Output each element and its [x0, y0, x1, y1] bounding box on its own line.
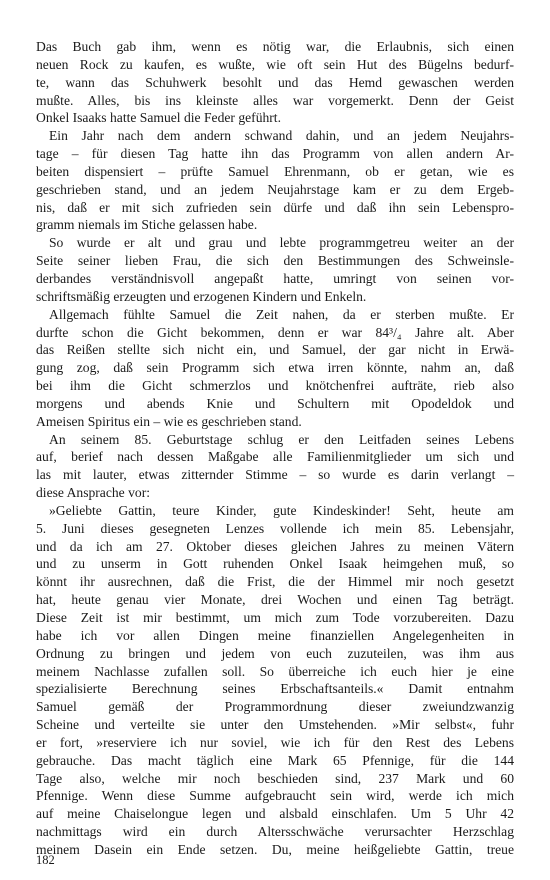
text-line: Samuel gemäß der Programmordnung dieser zweiundzwanzig — [36, 699, 514, 715]
text-line: las mit lauter, etwas zitternder Stimme – so wurde es darin verlangt – — [36, 467, 514, 483]
text-line: An seinem 85. Geburtstage schlug er den Leitfaden seines Lebens — [49, 431, 514, 447]
text-line: Tage also, welche mir noch beschieden sind, 237 Mark und 60 — [36, 770, 514, 786]
text-line: und zu unserm in Gott ruhenden Onkel Isaak heimgehen muß, so — [36, 556, 514, 572]
text-line: 5. Juni dieses gesegneten Lenzes vollende ich mein 85. Lebensjahr, — [36, 520, 514, 536]
text-line: Diese Zeit ist mir bestimmt, um mich zum Tode vorzubereiten. Dazu — [36, 610, 514, 625]
text-line: hat, heute genau vier Monate, drei Wochen und einen Tag beträgt. — [36, 592, 514, 608]
text-line: nachmittags wird ein durch Altersschwäche verursachter Herzschlag — [36, 824, 514, 840]
text-line: schriftsmäßig erzeugten und erzogenen Kindern und Enkeln. — [36, 288, 367, 304]
text-line: mußte. Alles, bis ins kleinste alles war vorgemerkt. Denn der Geist — [36, 92, 514, 108]
text-line: te, wann das Schuhwerk besohlt und das Hemd gewaschen werden — [36, 74, 514, 90]
text-line: Das Buch gab ihm, wenn es nötig war, die Erlaubnis, sich einen — [36, 39, 514, 54]
text-line: Ein Jahr nach dem andern schwand dahin, und an jedem Neujahrs- — [49, 128, 514, 144]
text-line: beiten dispensiert – prüfte Samuel Ehrenmann, ob er getan, wie es — [36, 163, 514, 179]
text-line: tage – für diesen Tag hatte ihn das Programm von allen andern Ar- — [36, 146, 514, 162]
text-line: könnt ihr ausrechnen, daß die Frist, die der Himmel mir noch gesetzt — [36, 574, 514, 590]
text-line: derbandes verständnisvoll angepaßt hatte, umringt von seinen vor- — [36, 270, 514, 286]
text-line: gramm niemals im Stiche gelassen habe. — [36, 217, 258, 233]
text-line: So wurde er alt und grau und lebte programmgetreu weiter an der — [49, 235, 514, 251]
text-line: auf, berief nach dessen Maßgabe alle Familienmitglieder um sich und — [36, 449, 514, 465]
text-line: habe ich vor allen Dingen meine finanziellen Angelegenheiten in — [36, 627, 514, 643]
text-line: nis, daß er mit sich zufrieden sein dürfe und daß ihn sein Lebenspro- — [36, 199, 514, 215]
text-line: Seite seiner lieben Frau, die sich den Bestimmungen des Schweinsle- — [36, 253, 514, 269]
text-line: er fort, »reserviere ich nur soviel, wie ich für den Rest des Lebens — [36, 734, 514, 750]
text-line: bei ihm die Gicht schmerzlos und knötchenfrei aufträte, rieb also — [36, 378, 514, 394]
text-line: meinem Dasein ein Ende setzen. Du, meine heißgeliebte Gattin, treue — [36, 841, 514, 857]
text-line: und da ich am 27. Oktober dieses gleichen Jahres zu meinen Vätern — [36, 538, 514, 554]
text-line: neuen Rock zu kaufen, es wußte, wie oft sein Hut des Bügelns bedurf- — [36, 56, 514, 72]
text-line: durfte schon die Gicht bekommen, denn er war 84³/₄ Jahre alt. Aber — [36, 324, 514, 340]
text-line: gung zog, daß sein Programm sich etwa irren könnte, nahm an, daß — [36, 360, 514, 376]
text-line: das Reißen stellte sich nicht ein, und Samuel, der gar nicht in Erwä- — [36, 342, 514, 358]
text-line: Scheine und verteilte sie unter den Umstehenden. »Mir selbst«, fuhr — [36, 717, 514, 733]
text-line: Ordnung zu bringen und jedem von euch zuzuteilen, was ihm aus — [36, 645, 514, 661]
page-number: 182 — [36, 853, 55, 867]
text-line: Allgemach fühlte Samuel die Zeit nahen, da er sterben mußte. Er — [49, 306, 514, 322]
text-line: Pfennige. Wenn diese Summe aufgebraucht sein wird, werde ich mich — [36, 788, 514, 804]
text-line: auf meine Chaiselongue legen und alsbald einschlafen. Um 5 Uhr 42 — [36, 806, 514, 822]
text-line: gebrauche. Das macht täglich eine Mark 65 Pfennige, für die 144 — [36, 752, 514, 768]
text-line: meinem Nachlasse zufallen soll. So überreiche ich euch hier je eine — [36, 663, 514, 679]
text-line: Onkel Isaaks hatte Samuel die Feder geführt. — [36, 110, 281, 126]
text-line: diese Ansprache vor: — [36, 485, 150, 501]
text-line: morgens und abends Knie und Schultern mit Opodeldok und — [36, 395, 514, 411]
text-line: »Geliebte Gattin, teure Kinder, gute Kindeskinder! Seht, heute am — [49, 502, 514, 518]
body-text — [36, 38, 514, 859]
text-line: spezialisierte Berechnung seines Erbschaftsanteils.« Damit entnahm — [36, 681, 514, 697]
text-line: Ameisen Spiritus ein – wie es geschrieben stand. — [36, 413, 302, 429]
text-line: geschrieben stand, und an jedem Neujahrstage kam er zu dem Ergeb- — [36, 181, 514, 197]
